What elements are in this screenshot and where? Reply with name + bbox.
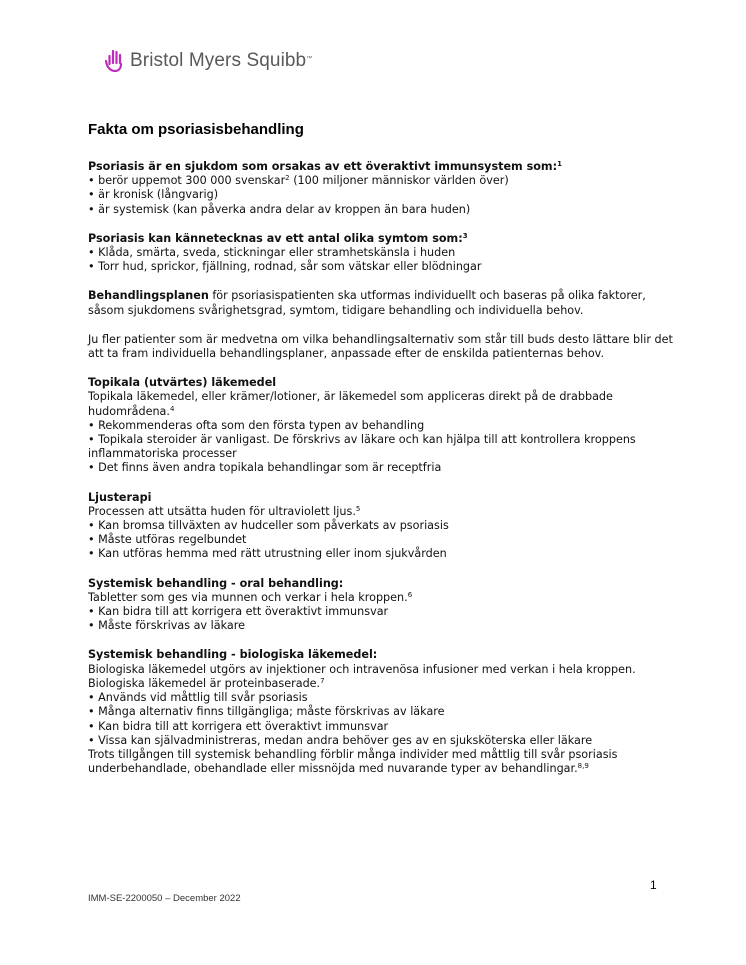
section-oral-systemic [88,577,678,634]
section-heading: Systemisk behandling - oral behandling: [88,576,344,590]
section-heading: Ljusterapi [88,490,152,504]
section-intro: Topikala läkemedel, eller krämer/lotioner, är läkemedel som appliceras direkt på de drabbade hudområdena.$^4$ [88,390,613,418]
company-logo [104,44,312,78]
bullet-item: • Kan bromsa tillväxten av hudceller som påverkats av psoriasis [88,519,449,533]
page-number: 1 [650,878,657,892]
closing-paragraph: Trots tillgången till systemisk behandling förblir många individer med måttlig till svår psoriasis underbehandlade, obehandlade eller missnöjda med nuvarande typer av behandlingar.$^{8,9}$ [88,747,618,776]
bullet-item: • Måste utföras regelbundet [88,533,247,547]
bullet-item: • Används vid måttlig till svår psoriasis [88,691,308,705]
bullet-item: • Många alternativ finns tillgängliga; måste förskrivas av läkare [88,705,445,719]
section-heading: Psoriasis är en sjukdom som orsakas av ett överaktivt immunsystem som:$^1$ [88,160,562,173]
section-heading: Psoriasis kan kännetecknas av ett antal olika symtom som:$^3$ [88,231,468,245]
section-biologics [88,648,678,776]
paragraph: Behandlingsplanen för psoriasispatienten ska utformas individuellt och baseras på olika faktorer, såsom sjukdomens svårighetsgrad, symtom, tidigare behandling och individuella behov. [88,289,646,317]
bullet-item: • berör uppemot 300 000 svenskar$^2$ (100 miljoner människor världen över) [88,174,509,188]
bullet-item: • Klåda, smärta, sveda, stickningar eller stramhetskänsla i huden [88,246,456,260]
document-body [88,121,678,791]
section-heading: Topikala (utvärtes) läkemedel [88,376,277,390]
section-symptoms [88,232,678,275]
bms-hand-icon [104,49,124,73]
section-intro: Tabletter som ges via munnen och verkar i hela kroppen.$^6$ [88,590,413,604]
bullet-item: • Topikala steroider är vanligast. De förskrivs av läkare och kan hjälpa till att kontrollera kroppens inflammatoriska processer [88,433,636,461]
section-topical [88,376,678,475]
bullet-item: • Vissa kan självadministreras, medan andra behöver ges av en sjuksköterska eller läkare [88,733,593,747]
logo-text: Bristol Myers Squibb [130,50,307,71]
section-heading: Systemisk behandling - biologiska läkemedel: [88,648,378,662]
bullet-item: • Torr hud, sprickor, fjällning, rodnad, sår som vätskar eller blödningar [88,260,482,274]
section-intro: Processen att utsätta huden för ultraviolett ljus.$^5$ [88,504,361,518]
bullet-item: • Det finns även andra topikala behandlingar som är receptfria [88,461,442,475]
paragraph: Ju fler patienter som är medvetna om vilka behandlingsalternativ som står till buds desto lättare blir det att ta fram individuella behandlingsplaner, anpassade efter de enskilda patienternas behov. [88,332,673,361]
section-intro: Biologiska läkemedel utgörs av injektioner och intravenösa infusioner med verkan i hela kroppen. Biologiska läkemedel är proteinbaserade.$^7$ [88,662,636,690]
footer-code: IMM-SE-2200050 – December 2022 [88,893,241,904]
bullet-item: • Måste förskrivas av läkare [88,619,245,633]
section-disease-definition [88,160,678,217]
page-title: Fakta om psoriasisbehandling [88,121,304,138]
bullet-item: • Rekommenderas ofta som den första typen av behandling [88,418,425,432]
section-treatment-plan [88,289,678,317]
bullet-item: • Kan utföras hemma med rätt utrustning eller inom sjukvården [88,547,447,561]
section-phototherapy [88,491,678,562]
bullet-item: • Kan bidra till att korrigera ett överaktivt immunsvar [88,719,389,733]
bullet-item: • Kan bidra till att korrigera ett överaktivt immunsvar [88,605,389,619]
bullet-item: • är systemisk (kan påverka andra delar av kroppen än bara huden) [88,202,471,216]
section-awareness [88,333,678,361]
bullet-item: • är kronisk (långvarig) [88,188,219,202]
logo-trademark: ™ [306,56,313,62]
